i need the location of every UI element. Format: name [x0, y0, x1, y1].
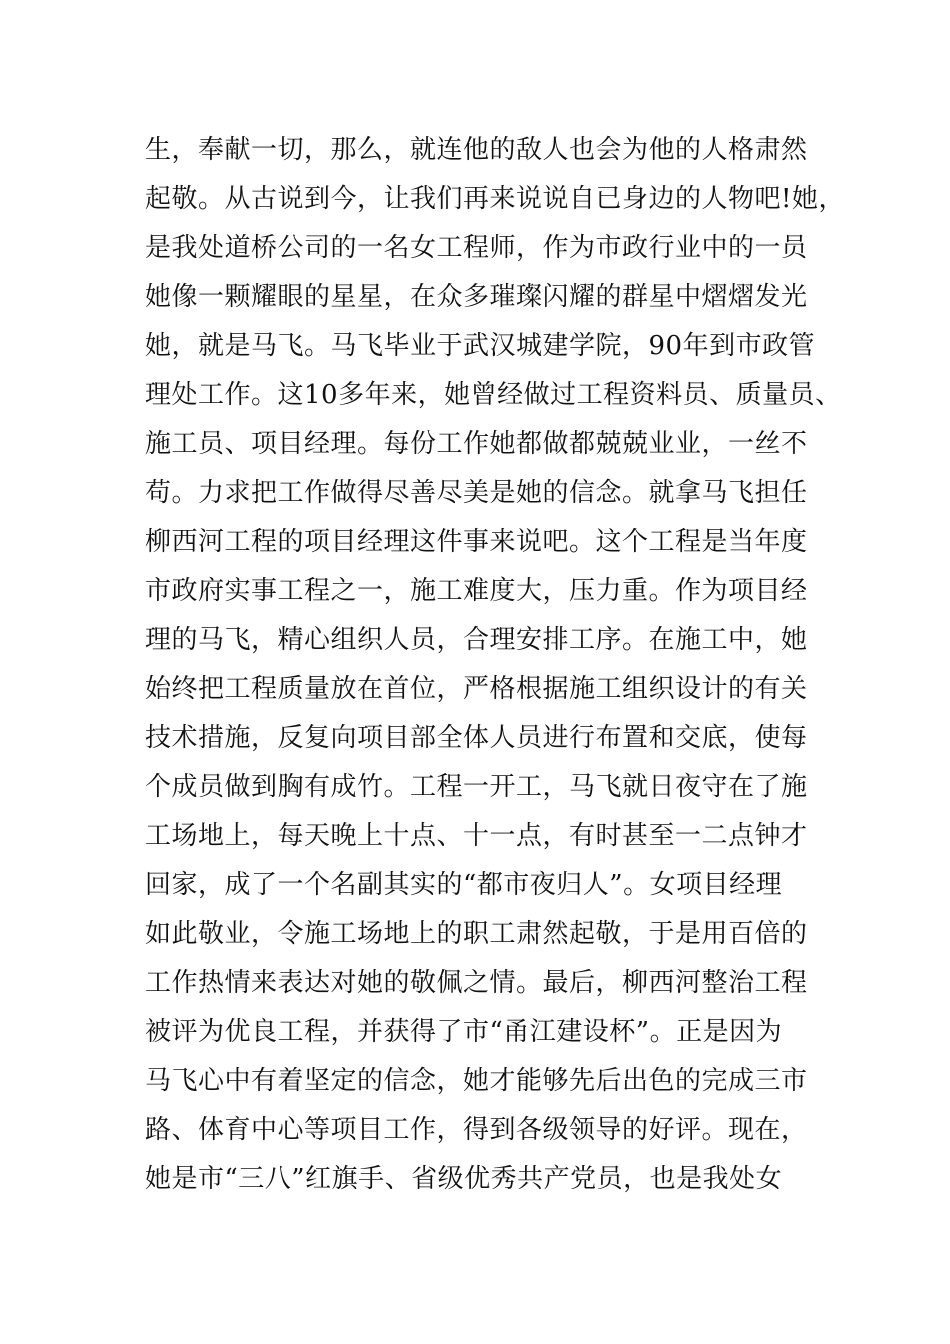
- text-line: 始终把工程质量放在首位，严格根据施工组织设计的有关: [145, 674, 808, 704]
- text-line: 马飞心中有着坚定的信念，她才能够先后出色的完成三市: [145, 1066, 808, 1096]
- text-line: 生，奉献一切，那么，就连他的敌人也会为他的人格肃然: [145, 135, 808, 165]
- text-line: 苟。力求把工作做得尽善尽美是她的信念。就拿马飞担任: [145, 478, 808, 508]
- text-line: 施工员、项目经理。每份工作她都做都兢兢业业，一丝不: [145, 429, 808, 459]
- text-line: 回家，成了一个名副其实的“都市夜归人”。女项目经理: [145, 870, 783, 900]
- text-line: 是我处道桥公司的一名女工程师，作为市政行业中的一员: [145, 233, 808, 263]
- text-line: 柳西河工程的项目经理这件事来说吧。这个工程是当年度: [145, 527, 808, 557]
- text-line: 技术措施，反复向项目部全体人员进行布置和交底，使每: [145, 723, 808, 753]
- text-line: 个成员做到胸有成竹。工程一开工，马飞就日夜守在了施: [145, 772, 808, 802]
- text-line: 她是市“三八”红旗手、省级优秀共产党员，也是我处女: [145, 1164, 783, 1194]
- text-line: 市政府实事工程之一，施工难度大，压力重。作为项目经: [145, 576, 808, 606]
- text-line: 理的马飞，精心组织人员，合理安排工序。在施工中，她: [145, 625, 808, 655]
- text-line: 如此敬业，令施工场地上的职工肃然起敬，于是用百倍的: [145, 919, 808, 949]
- body-text: [145, 126, 845, 1204]
- text-line: 她，就是马飞。马飞毕业于武汉城建学院，90年到市政管: [145, 331, 816, 361]
- text-line: 被评为优良工程，并获得了市“甬江建设杯”。正是因为: [145, 1017, 783, 1047]
- text-line: 路、体育中心等项目工作，得到各级领导的好评。现在，: [145, 1115, 808, 1145]
- text-line: 工场地上，每天晚上十点、十一点，有时甚至一二点钟才: [145, 821, 808, 851]
- text-line: 起敬。从古说到今，让我们再来说说自已身边的人物吧!她，: [145, 184, 845, 214]
- text-line: 她像一颗耀眼的星星，在众多璀璨闪耀的群星中熠熠发光: [145, 282, 808, 312]
- text-line: 工作热情来表达对她的敬佩之情。最后，柳西河整治工程: [145, 968, 808, 998]
- text-line: 理处工作。这10多年来，她曾经做过工程资料员、质量员、: [145, 380, 842, 410]
